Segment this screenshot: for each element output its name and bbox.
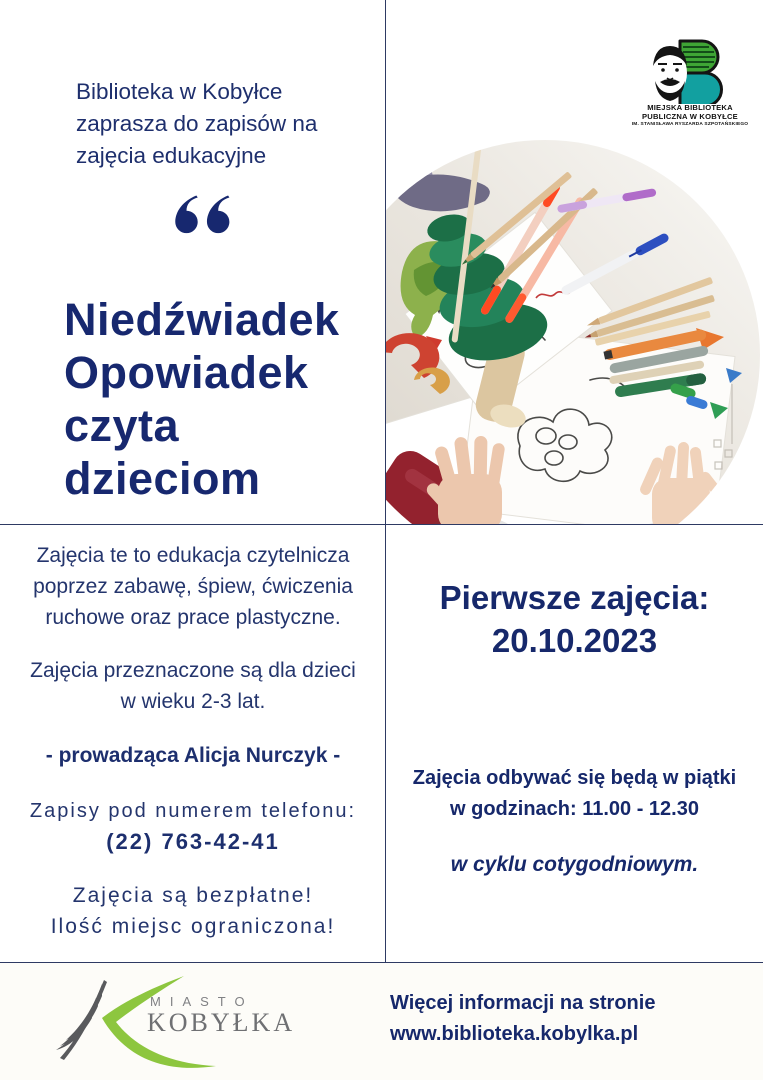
photo-circle xyxy=(386,140,760,524)
library-logo-subtitle: IM. STANISŁAWA RYSZARDA SZPOTAŃSKIEGO xyxy=(631,122,749,128)
intro-line: zajęcia edukacyjne xyxy=(76,143,267,168)
schedule-line: w godzinach: 11.00 - 12.30 xyxy=(450,798,699,820)
intro-line: Biblioteka w Kobyłce xyxy=(76,79,283,104)
horizontal-divider-top xyxy=(0,524,763,525)
schedule-times xyxy=(386,763,763,825)
description-line: poprzez zabawę, śpiew, ćwiczenia xyxy=(33,575,353,598)
limited-seats-line: Ilość miejsc ograniczona! xyxy=(50,915,336,938)
description-line: w wieku 2-3 lat. xyxy=(120,690,266,713)
city-logo-kobylka: KOBYŁKA xyxy=(147,1008,296,1037)
description-line: Zajęcia te to edukacja czytelnicza xyxy=(36,544,350,567)
footer-info xyxy=(390,988,655,1050)
footer-info-line: Więcej informacji na stronie xyxy=(390,992,656,1014)
phone-number: (22) 763-42-41 xyxy=(106,829,280,854)
description-line: Zajęcia przeznaczone są dla dzieci xyxy=(30,659,356,682)
activity-photo xyxy=(386,0,763,524)
cycle-line: w cyklu cotygodniowym. xyxy=(450,853,699,876)
title-line: dzieciom xyxy=(64,453,261,504)
city-logo-miasto: MIASTO xyxy=(150,994,254,1009)
library-logo-name: MIEJSKA BIBLIOTEKA xyxy=(647,103,733,112)
footer-website: www.biblioteka.kobylka.pl xyxy=(390,1023,639,1045)
opening-quotes-icon xyxy=(170,194,236,246)
free-admission-line: Zajęcia są bezpłatne! xyxy=(72,884,314,907)
schedule-line: Zajęcia odbywać się będą w piątki xyxy=(412,767,737,789)
title-line: czyta xyxy=(64,400,180,451)
intro-text xyxy=(76,76,317,172)
first-class-date: 20.10.2023 xyxy=(491,622,658,659)
phone-label: Zapisy pod numerem telefonu: xyxy=(29,800,357,822)
description-paragraph-1 xyxy=(0,540,386,633)
children-drawing-photo-illustration xyxy=(386,140,760,524)
first-class-line: Pierwsze zajęcia: xyxy=(439,579,710,616)
library-logo-name: PUBLICZNA W KOBYŁCE xyxy=(642,111,738,121)
description-paragraph-2 xyxy=(0,655,386,717)
first-class-heading xyxy=(386,576,763,662)
instructor-line: - prowadząca Alicja Nurczyk - xyxy=(45,744,341,767)
description-line: ruchowe oraz prace plastyczne. xyxy=(45,606,341,629)
title-line: Niedźwiadek xyxy=(64,294,340,345)
intro-line: zaprasza do zapisów na xyxy=(76,111,318,136)
title-line: Opowiadek xyxy=(64,347,309,398)
page-title xyxy=(64,293,340,505)
